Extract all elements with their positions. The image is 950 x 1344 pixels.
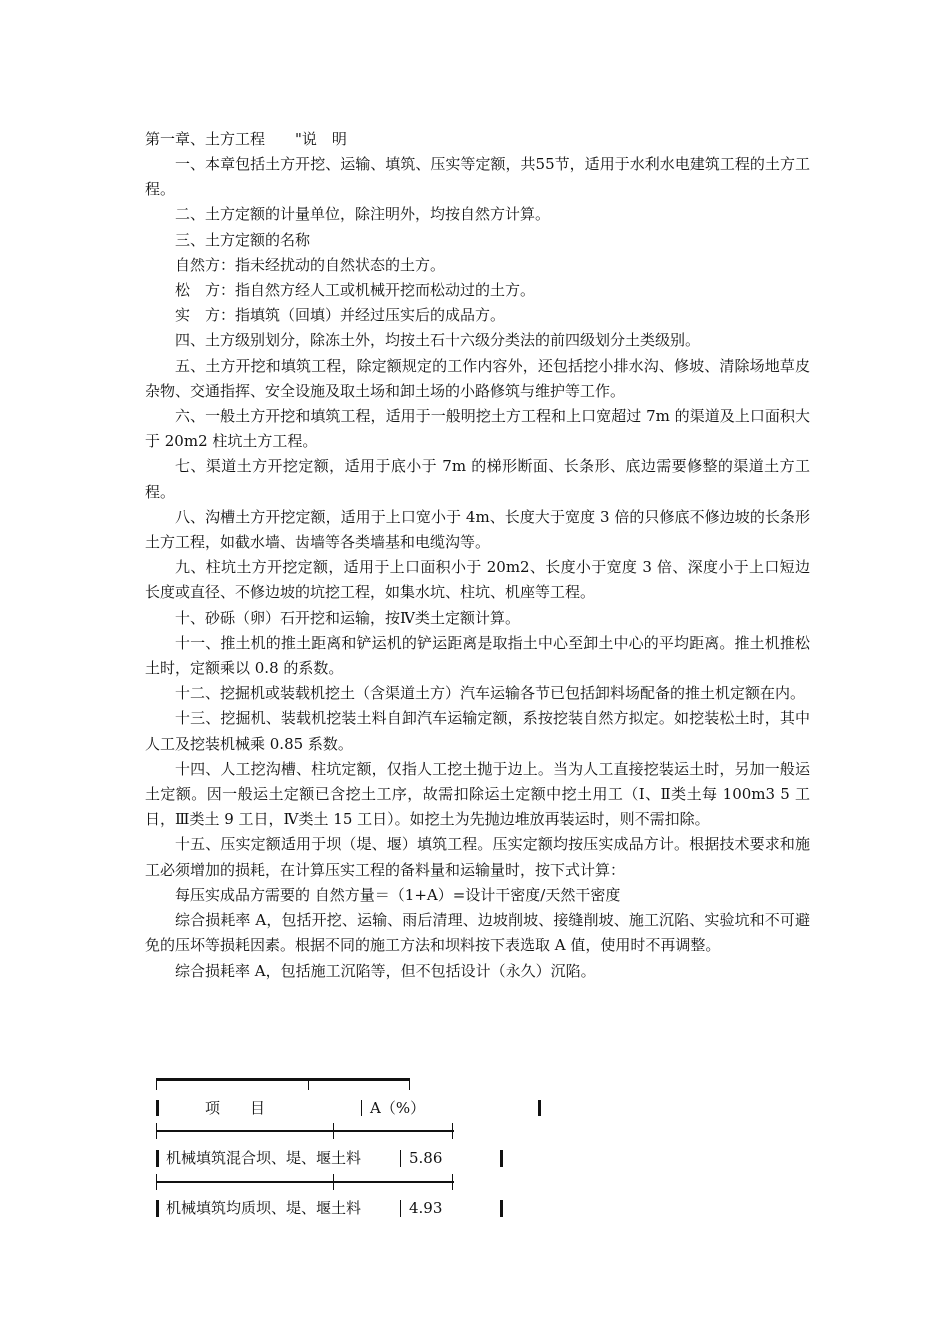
table-header-rule [156,1130,454,1132]
row-2-value: 4.93 [409,1199,443,1217]
paragraph-10: 十、砂砾（卵）石开挖和运输，按Ⅳ类土定额计算。 [175,608,520,627]
paragraph-compacted-volume: 实 方：指填筑（回填）并经过压实后的成品方。 [175,306,506,325]
paragraph-11: 十一、推土机的推土距离和铲运机的铲运距离是取指土中心至卸土中心的平均距离。推土机推松土时，定额乘以 0.8 的系数。 [145,633,810,678]
paragraph-3: 三、土方定额的名称 [175,230,311,249]
paragraph-natural-volume: 自然方：指未经扰动的自然状态的土方。 [175,255,446,274]
paragraph-7: 七、渠道土方开挖定额，适用于底小于 7m 的梯形断面、长条形、底边需要修整的渠道土方工程。 [145,457,810,501]
formula-line: 每压实成品方需要的 自然方量＝（1+A）=设计干密度/天然干密度 [175,885,621,904]
paragraph-loss-rate-note: 综合损耗率 A，包括施工沉陷等，但不包括设计（永久）沉陷。 [175,961,596,980]
header-item: 项 目 [205,1099,266,1117]
paragraph-13: 十三、挖掘机、装载机挖装土料自卸汽车运输定额，系按挖装自然方拟定。如挖装松土时，其中人工及挖装机械乘 0.85 系数。 [145,709,810,753]
row-1-item: 机械填筑混合坝、堤、堰土料 [166,1149,362,1167]
row-1-value: 5.86 [409,1149,443,1167]
paragraph-15: 十五、压实定额适用于坝（堤、堰）填筑工程。压实定额均按压实成品方计。根据技术要求和施工必须增加的损耗，在计算压实工程的备料量和运输量时，按下式计算： [145,835,810,879]
paragraph-8: 八、沟槽土方开挖定额，适用于上口宽小于 4m、长度大于宽度 3 倍的只修底不修边坡的长条形土方工程，如截水墙、齿墙等各类墙基和电缆沟等。 [145,507,810,552]
paragraph-4: 四、土方级别划分，除冻土外，均按土石十六级分类法的前四级划分土类级别。 [175,331,701,350]
paragraph-9: 九、柱坑土方开挖定额，适用于上口面积小于 20m2、长度小于宽度 3 倍、深度小于上口短边长度或直径、不修边坡的坑挖工程，如集水坑、柱坑、机座等工程。 [145,558,810,602]
paragraph-1: 一、本章包括土方开挖、运输、填筑、压实等定额，共55节，适用于水利水电建筑工程的土方工程。 [145,155,810,199]
table-top-rule [156,1078,410,1081]
paragraph-14: 十四、人工挖沟槽、柱坑定额，仅指人工挖土抛于边上。当为人工直接挖装运土时，另加一般运土定额。因一般运土定额已含挖土工序，故需扣除运土定额中挖土用工（Ⅰ、Ⅱ类土每 100m3 5 工日，Ⅲ类土 9 工日，Ⅳ类土 15 工日）。如挖土为先抛边堆放再装运时，则不需扣除。 [145,759,810,829]
document-body [145,122,810,984]
paragraph-loose-volume: 松 方：指自然方经人工或机械开挖而松动过的土方。 [175,281,536,300]
paragraph-2: 二、土方定额的计量单位，除注明外，均按自然方计算。 [175,205,551,224]
paragraph-5: 五、土方开挖和填筑工程，除定额规定的工作内容外，还包括挖小排水沟、修坡、清除场地草皮杂物、交通指挥、安全设施及取土场和卸土场的小路修筑与维护等工作。 [145,356,810,400]
chapter-title: 第一章、土方工程 "说 明 [145,130,347,148]
paragraph-12: 十二、挖掘机或装载机挖土（含渠道土方）汽车运输各节已包括卸料场配备的推土机定额在内。 [175,684,806,703]
paragraph-loss-rate: 综合损耗率 A，包括开挖、运输、雨后清理、边坡削坡、接缝削坡、施工沉陷、实验坑和不可避免的压坏等损耗因素。根据不同的施工方法和坝料按下表选取 A 值，使用时不再调整。 [145,911,810,955]
table-row-rule [156,1181,454,1183]
header-value: A（%） [370,1099,426,1117]
row-2-item: 机械填筑均质坝、堤、堰土料 [166,1199,362,1217]
paragraph-6: 六、一般土方开挖和填筑工程，适用于一般明挖土方工程和上口宽超过 7m 的渠道及上口面积大于 20m2 柱坑土方工程。 [145,407,810,451]
